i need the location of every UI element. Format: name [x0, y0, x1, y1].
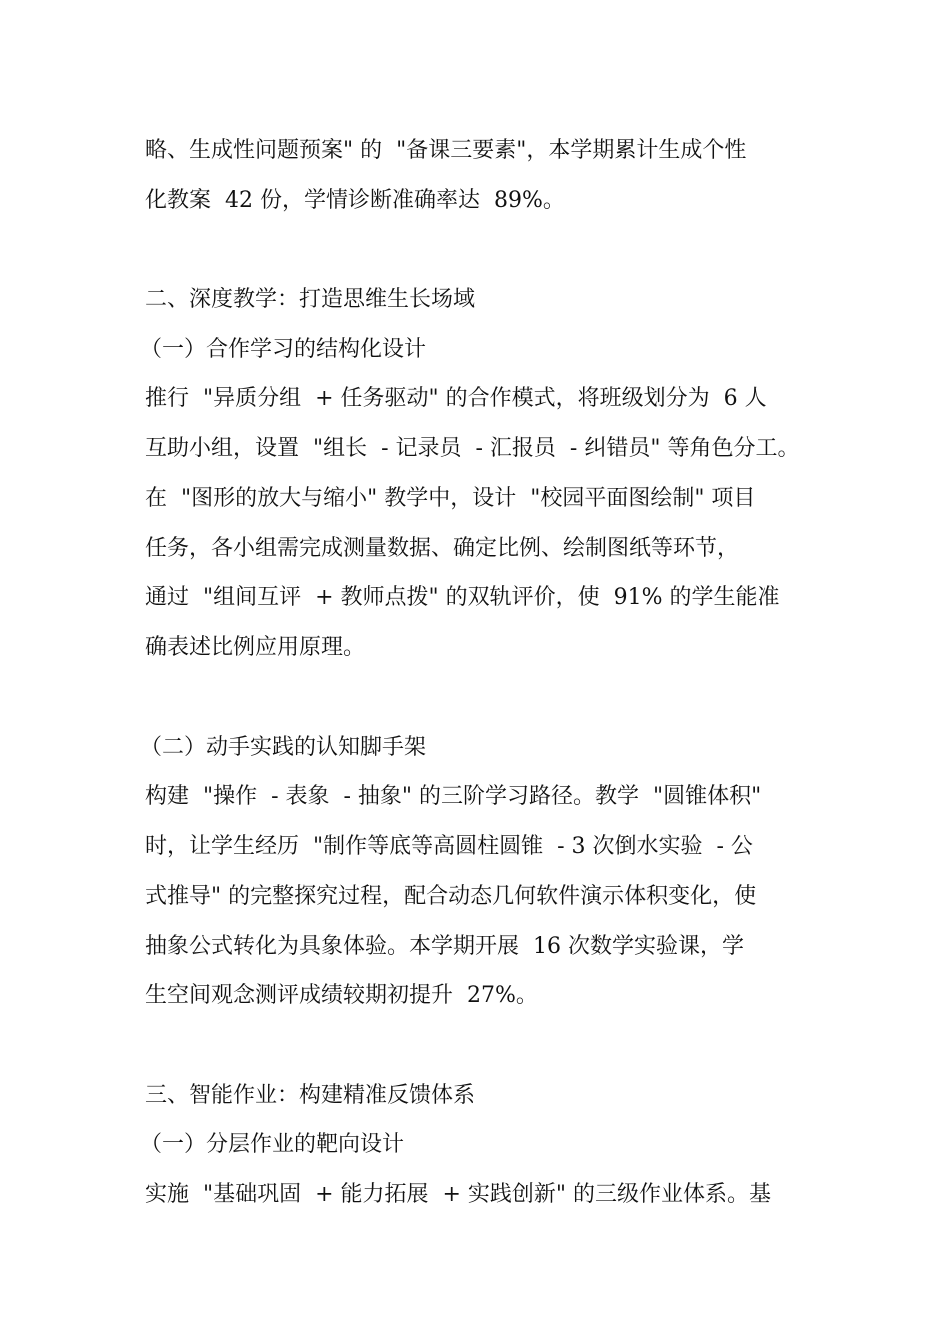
- paragraph-line: 实施 "基础巩固 + 能力拓展 + 实践创新" 的三级作业体系。基: [145, 1182, 772, 1207]
- paragraph-line: 略、生成性问题预案" 的 "备课三要素"，本学期累计生成个性: [145, 138, 747, 163]
- paragraph-line: 确表述比例应用原理。: [145, 635, 366, 660]
- paragraph-line: 在 "图形的放大与缩小" 教学中，设计 "校园平面图绘制" 项目: [145, 486, 756, 511]
- subsection-heading: （一）合作学习的结构化设计: [140, 337, 427, 362]
- paragraph-line: 任务，各小组需完成测量数据、确定比例、绘制图纸等环节，: [145, 536, 740, 561]
- section-heading: 三、智能作业：构建精准反馈体系: [145, 1083, 476, 1108]
- paragraph-line: 式推导" 的完整探究过程，配合动态几何软件演示体积变化，使: [145, 884, 757, 909]
- section-heading: 二、深度教学：打造思维生长场域: [145, 287, 476, 312]
- paragraph-line: 生空间观念测评成绩较期初提升 27%。: [145, 983, 538, 1008]
- paragraph-line: 互助小组，设置 "组长 - 记录员 - 汇报员 - 纠错员" 等角色分工。: [145, 436, 800, 461]
- paragraph-line: 化教案 42 份，学情诊断准确率达 89%。: [145, 188, 565, 213]
- paragraph-line: 构建 "操作 - 表象 - 抽象" 的三阶学习路径。教学 "圆锥体积": [145, 784, 762, 809]
- paragraph-line: 抽象公式转化为具象体验。本学期开展 16 次数学实验课，学: [145, 934, 744, 959]
- paragraph-line: 通过 "组间互评 + 教师点拨" 的双轨评价，使 91% 的学生能准: [145, 585, 780, 610]
- paragraph-line: 时，让学生经历 "制作等底等高圆柱圆锥 - 3 次倒水实验 - 公: [145, 834, 753, 859]
- subsection-heading: （二）动手实践的认知脚手架: [140, 735, 427, 760]
- subsection-heading: （一）分层作业的靶向设计: [140, 1132, 405, 1157]
- paragraph-line: 推行 "异质分组 + 任务驱动" 的合作模式，将班级划分为 6 人: [145, 386, 767, 411]
